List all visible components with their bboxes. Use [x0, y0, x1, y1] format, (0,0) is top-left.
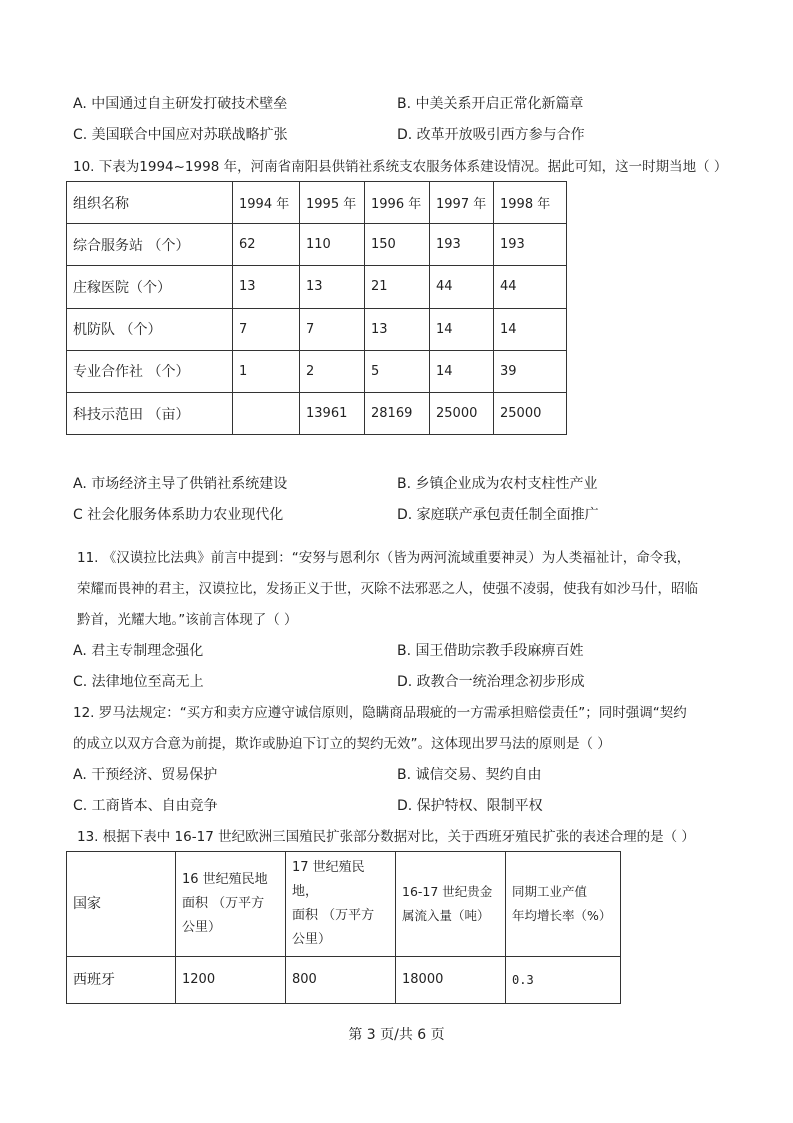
q12-line-2: 的成立以双方合意为前提，欺诈或胁迫下订立的契约无效”。这体现出罗马法的原则是（ ）: [73, 736, 611, 752]
q10-option-b: B. 乡镇企业成为农村支柱性产业: [397, 476, 598, 492]
table-header-cell: [396, 852, 506, 957]
header-line: 公里）: [182, 920, 222, 935]
q12-option-d: D. 保护特权、限制平权: [397, 798, 543, 814]
q11-option-c: C. 法律地位至高无上: [73, 674, 204, 690]
page-footer: 第 3 页/共 6 页: [348, 1027, 445, 1043]
table-cell: 2: [300, 350, 365, 392]
table-cell: 13: [365, 308, 430, 350]
table-cell: 44: [430, 266, 494, 308]
table-cell: 28169: [365, 392, 430, 434]
table-header-cell: [506, 852, 621, 957]
table-cell: 14: [430, 350, 494, 392]
q10-stem: 10. 下表为1994~1998 年，河南省南阳县供销社系统支农服务体系建设情况。据此可知，这一时期当地（ ）: [73, 159, 728, 175]
q9-option-a: A. 中国通过自主研发打破技术壁垒: [73, 96, 288, 112]
q10-option-d: D. 家庭联产承包责任制全面推广: [397, 507, 599, 523]
q10-option-a: A. 市场经济主导了供销社系统建设: [73, 476, 288, 492]
table-header-cell: 1997 年: [430, 182, 494, 224]
table-header-cell: 1995 年: [300, 182, 365, 224]
table-cell: 25000: [494, 392, 567, 434]
table-cell: 14: [494, 308, 567, 350]
table-cell: 44: [494, 266, 567, 308]
table-header-cell: [176, 852, 286, 957]
q9-option-c: C. 美国联合中国应对苏联战略扩张: [73, 127, 288, 143]
header-line: 同期工业产值: [512, 884, 588, 899]
table-row: [67, 224, 567, 266]
table-cell: 193: [430, 224, 494, 266]
header-line: 年均增长率（%）: [512, 908, 612, 923]
header-line: 属流入量（吨）: [402, 908, 490, 923]
header-line: 公里）: [292, 932, 332, 947]
table-header-cell: [286, 852, 396, 957]
table-header-cell: 1996 年: [365, 182, 430, 224]
table-cell: 综合服务站 （个）: [67, 224, 233, 266]
table-header-cell: 1998 年: [494, 182, 567, 224]
q9-option-b: B. 中美关系开启正常化新篇章: [397, 96, 584, 112]
q11-option-d: D. 政教合一统治理念初步形成: [397, 674, 585, 690]
table-cell: 193: [494, 224, 567, 266]
table-cell: 62: [233, 224, 300, 266]
table-header-cell: [67, 852, 176, 957]
q11-option-b: B. 国王借助宗教手段麻痹百姓: [397, 643, 584, 659]
table-row: [67, 350, 567, 392]
table-cell: 1: [233, 350, 300, 392]
table-cell: 110: [300, 224, 365, 266]
q13-table: [66, 851, 621, 1004]
table-cell: 800: [286, 957, 396, 1004]
q12-option-c: C. 工商皆本、自由竞争: [73, 798, 218, 814]
table-row: [67, 392, 567, 434]
q12-option-a: A. 干预经济、贸易保护: [73, 767, 218, 783]
header-line: 17 世纪殖民地，: [292, 860, 365, 899]
header-line: 国家: [73, 896, 101, 912]
table-header-cell: 组织名称: [67, 182, 233, 224]
table-header-row: [67, 852, 621, 957]
header-line: 面积 （万平方: [292, 908, 375, 923]
table-cell: 机防队 （个）: [67, 308, 233, 350]
table-header-cell: 1994 年: [233, 182, 300, 224]
table-cell: 7: [233, 308, 300, 350]
table-header-row: [67, 182, 567, 224]
q11-option-a: A. 君主专制理念强化: [73, 643, 204, 659]
table-row: [67, 957, 621, 1004]
q13-stem: 13. 根据下表中 16-17 世纪欧洲三国殖民扩张部分数据对比，关于西班牙殖民扩张的表述合理的是（ ）: [77, 829, 695, 845]
q11-line-1: 11. 《汉谟拉比法典》前言中提到：“安努与恩利尔（皆为两河流域重要神灵）为人类福祉计，命令我，: [77, 550, 691, 566]
table-cell: 专业合作社 （个）: [67, 350, 233, 392]
table-cell: 13: [233, 266, 300, 308]
table-cell: 21: [365, 266, 430, 308]
table-cell: 科技示范田 （亩）: [67, 392, 233, 434]
table-cell: 150: [365, 224, 430, 266]
q10-option-c: C 社会化服务体系助力农业现代化: [73, 507, 284, 523]
table-cell: 13961: [300, 392, 365, 434]
table-cell: 庄稼医院（个）: [67, 266, 233, 308]
table-cell: 25000: [430, 392, 494, 434]
table-cell: 13: [300, 266, 365, 308]
table-cell: [233, 392, 300, 434]
table-cell: 18000: [396, 957, 506, 1004]
header-line: 16-17 世纪贵金: [402, 884, 493, 899]
table-row: [67, 266, 567, 308]
q12-option-b: B. 诚信交易、契约自由: [397, 767, 542, 783]
table-cell: 7: [300, 308, 365, 350]
table-cell: 39: [494, 350, 567, 392]
header-line: 16 世纪殖民地: [182, 872, 268, 887]
table-cell: 西班牙: [67, 957, 176, 1004]
header-line: 面积 （万平方: [182, 896, 265, 911]
table-cell: 5: [365, 350, 430, 392]
q9-option-d: D. 改革开放吸引西方参与合作: [397, 127, 585, 143]
table-cell: 0.3: [506, 957, 621, 1004]
q12-line-1: 12. 罗马法规定：“买方和卖方应遵守诚信原则，隐瞒商品瑕疵的一方需承担赔偿责任”；同时强调“契约: [73, 705, 687, 721]
q11-line-3: 黔首，光耀大地。”该前言体现了（ ）: [77, 612, 298, 628]
table-row: [67, 308, 567, 350]
q11-line-2: 荣耀而畏神的君主，汉谟拉比，发扬正义于世，灭除不法邪恶之人，使强不凌弱，使我有如沙马什，昭临: [77, 581, 698, 597]
table-cell: 1200: [176, 957, 286, 1004]
q10-table: [66, 181, 567, 435]
table-cell: 14: [430, 308, 494, 350]
